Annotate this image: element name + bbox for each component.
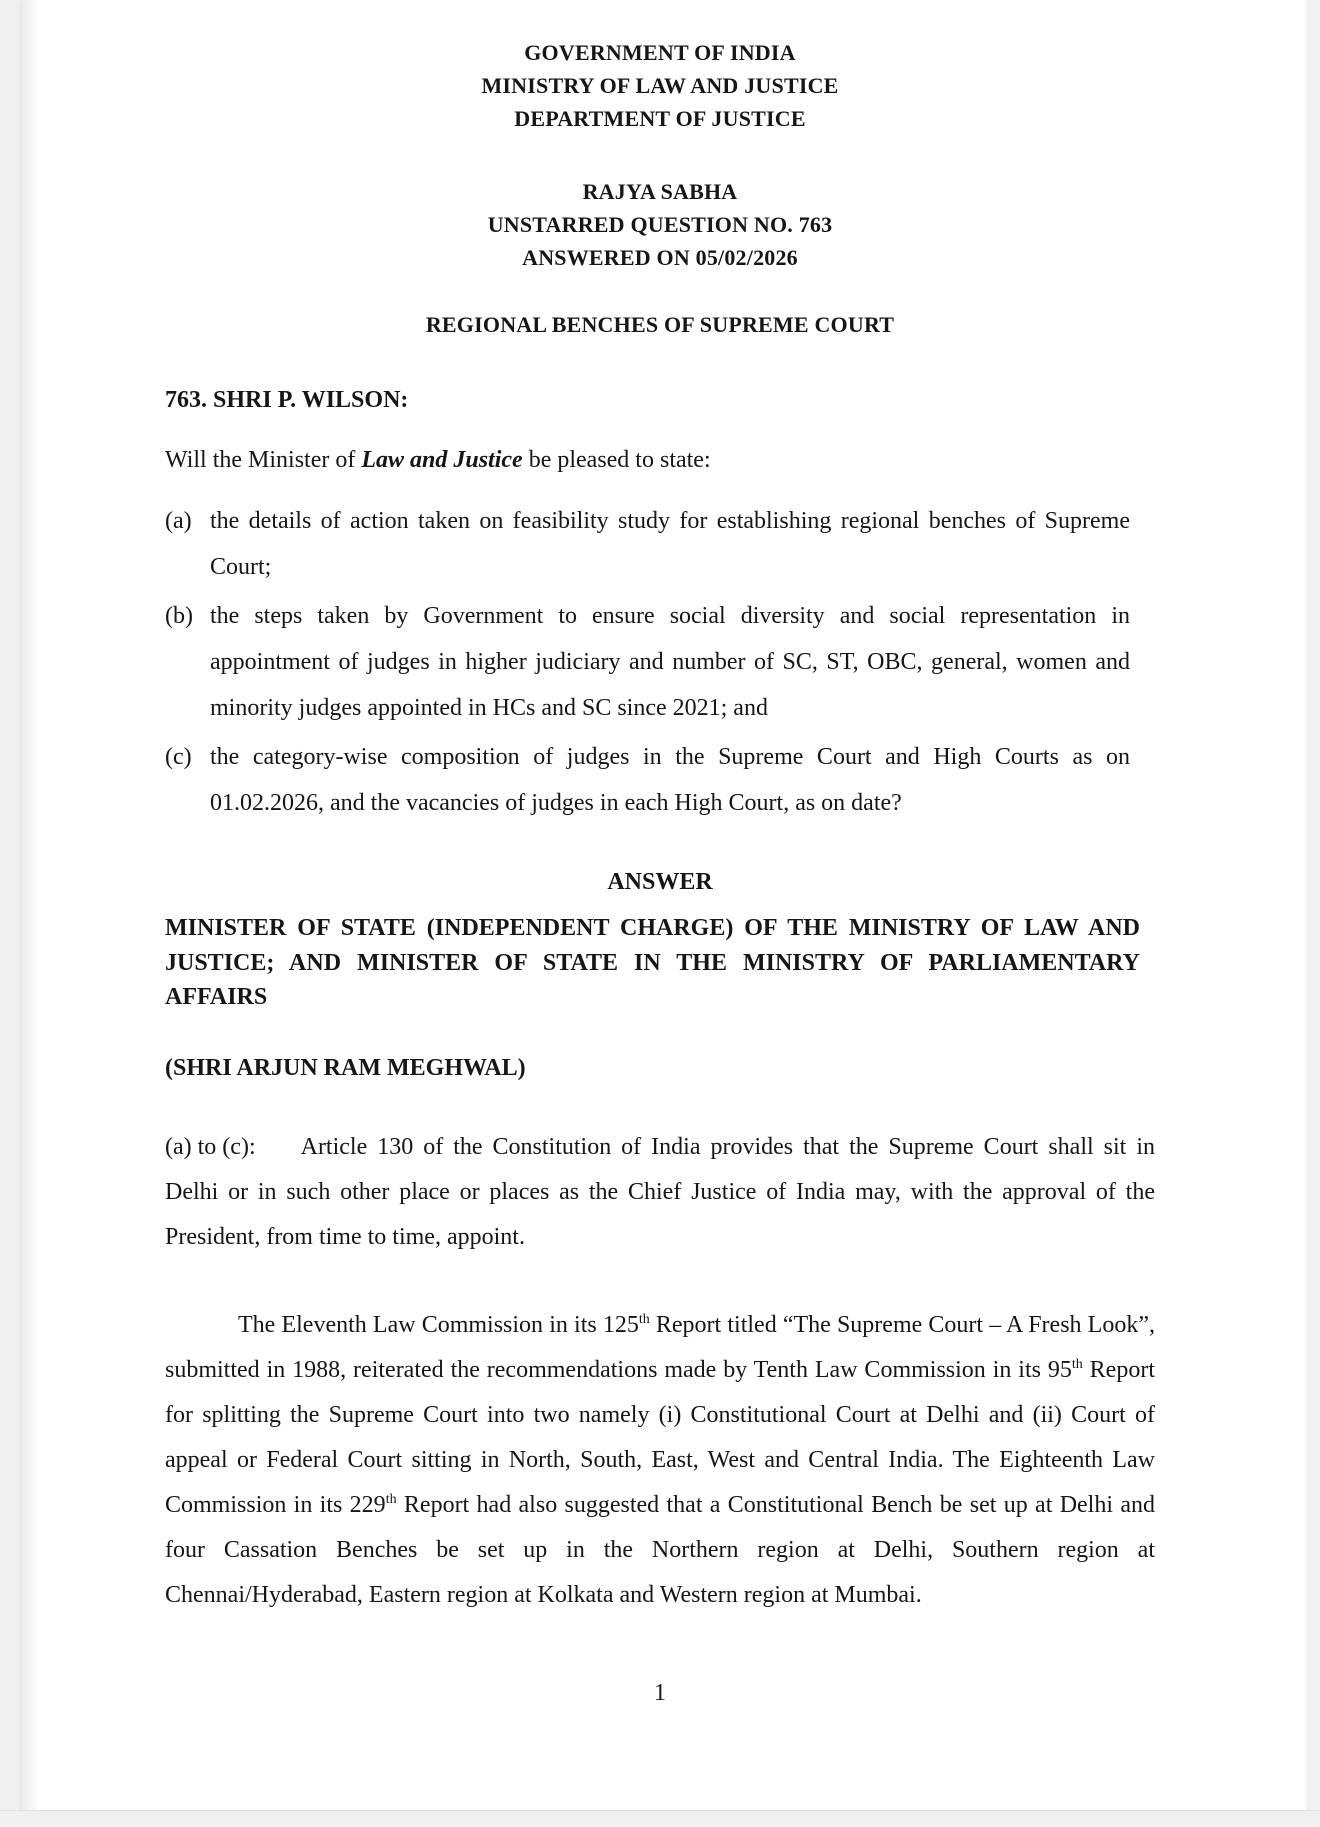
question-part-a bbox=[165, 498, 1130, 590]
page-number: 1 bbox=[654, 1680, 666, 1706]
answer-heading: ANSWER bbox=[607, 869, 713, 895]
para-segment: Report for splitting the Supreme Court into two namely (i) Constitutional Court at Delhi and (ii) Court of appeal or Federal Court sitting in North, South, East, West and Central India. The Eighteenth Law Commission in its 229 bbox=[165, 1357, 1155, 1518]
question-intro bbox=[165, 443, 711, 477]
answered-on-line: ANSWERED ON 05/02/2026 bbox=[522, 245, 798, 270]
para-segment: Report titled “The Supreme Court – A Fresh Look”, submitted in 1988, reiterated the recommendations made by Tenth Law Commission in its 95 bbox=[165, 1312, 1155, 1383]
intro-emphasis: Law and Justice bbox=[361, 447, 523, 473]
part-label: (c) bbox=[165, 744, 192, 770]
viewer-background-bottom bbox=[0, 1810, 1320, 1827]
question-parts-list bbox=[165, 498, 1130, 829]
part-label: (a) bbox=[165, 508, 192, 534]
part-text: the details of action taken on feasibility study for establishing regional benches of Supreme Court; bbox=[210, 508, 1130, 580]
part-text: the category-wise composition of judges in the Supreme Court and High Courts as on 01.02.2026, and the vacancies of judges in each High Court, as on date? bbox=[210, 744, 1130, 816]
answer-paragraph-law-commission bbox=[165, 1303, 1155, 1618]
document-page bbox=[22, 0, 1306, 1811]
letterhead bbox=[165, 36, 1155, 135]
question-number-line: UNSTARRED QUESTION NO. 763 bbox=[487, 212, 833, 237]
para-segment: Report had also suggested that a Constitutional Bench be set up at Delhi and four Cassation Benches be set up in the Northern region at Delhi, Southern region at Chennai/Hyderabad, Eastern region at Kolkata and Western region at Mumbai. bbox=[165, 1492, 1155, 1608]
minister-designation: MINISTER OF STATE (INDEPENDENT CHARGE) OF THE MINISTRY OF LAW AND JUSTICE; AND MINISTER OF STATE IN THE MINISTRY OF PARLIAMENTARY AFFAIRS bbox=[165, 915, 1140, 1010]
ordinal-superscript: th bbox=[1071, 1357, 1083, 1372]
government-line: GOVERNMENT OF INDIA bbox=[524, 40, 796, 65]
question-part-b bbox=[165, 593, 1130, 731]
subject-title: REGIONAL BENCHES OF SUPREME COURT bbox=[425, 312, 895, 337]
answer-paragraph-label: (a) to (c): bbox=[165, 1134, 256, 1160]
question-part-c bbox=[165, 734, 1130, 826]
intro-prefix: Will the Minister of bbox=[165, 447, 362, 473]
minister-name: (SHRI ARJUN RAM MEGHWAL) bbox=[165, 1055, 526, 1081]
member-name: 763. SHRI P. WILSON: bbox=[165, 387, 409, 413]
viewer-background-right bbox=[1306, 0, 1320, 1827]
ordinal-superscript: th bbox=[638, 1312, 650, 1327]
answer-paragraph-text: Article 130 of the Constitution of India provides that the Supreme Court shall sit in Delhi or in such other place or places as the Chief Justice of India may, with the approval of the President, from time to time, appoint. bbox=[165, 1134, 1155, 1250]
para-segment: The Eleventh Law Commission in its 125 bbox=[238, 1312, 639, 1338]
part-label: (b) bbox=[165, 603, 193, 629]
house-line: RAJYA SABHA bbox=[582, 179, 738, 204]
part-text: the steps taken by Government to ensure social diversity and social representation in appointment of judges in higher judiciary and number of SC, ST, OBC, general, women and minority judges appointed in HCs and SC since 2021; and bbox=[210, 603, 1130, 721]
department-line: DEPARTMENT OF JUSTICE bbox=[514, 106, 806, 131]
answer-paragraph-a-to-c bbox=[165, 1125, 1155, 1260]
ordinal-superscript: th bbox=[385, 1492, 397, 1507]
ministry-line: MINISTRY OF LAW AND JUSTICE bbox=[481, 73, 839, 98]
question-header bbox=[165, 175, 1155, 274]
intro-suffix: be pleased to state: bbox=[522, 447, 711, 473]
